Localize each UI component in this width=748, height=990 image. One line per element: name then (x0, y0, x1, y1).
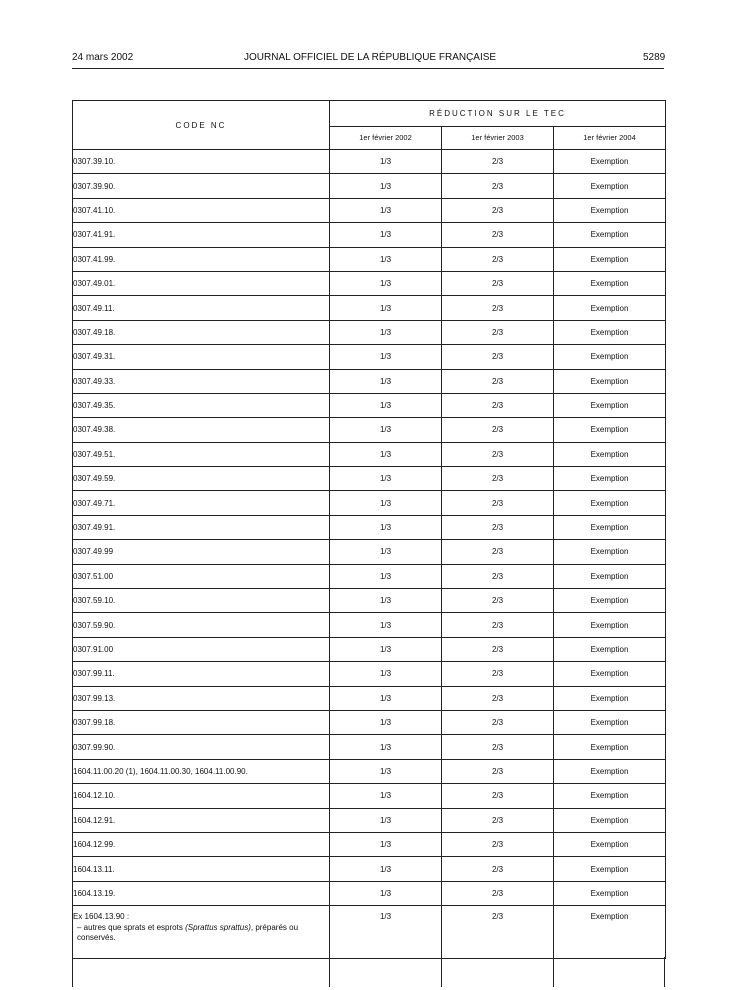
reduction-2004: Exemption (554, 418, 666, 442)
table-row (73, 491, 666, 515)
reduction-2002: 1/3 (330, 564, 442, 588)
reduction-2004: Exemption (554, 662, 666, 686)
reduction-2002: 1/3 (330, 198, 442, 222)
reduction-2004: Exemption (554, 369, 666, 393)
reduction-2002: 1/3 (330, 808, 442, 832)
code-cell: 1604.11.00.20 (1), 1604.11.00.30, 1604.11.00.90. (73, 759, 330, 783)
reduction-2003: 2/3 (442, 271, 554, 295)
table-row (73, 198, 666, 222)
code-cell: 1604.13.19. (73, 881, 330, 905)
table-row (73, 271, 666, 295)
page-number: 5289 (643, 52, 666, 63)
header-rule (72, 68, 664, 69)
code-cell: 0307.49.38. (73, 418, 330, 442)
reduction-2002: 1/3 (330, 271, 442, 295)
reduction-2002: 1/3 (330, 393, 442, 417)
table-row (73, 418, 666, 442)
table-row (73, 808, 666, 832)
reduction-2002: 1/3 (330, 540, 442, 564)
reduction-2003: 2/3 (442, 662, 554, 686)
table-row (73, 296, 666, 320)
table-row (73, 393, 666, 417)
code-cell: 0307.99.18. (73, 710, 330, 734)
reduction-2002: 1/3 (330, 369, 442, 393)
table-row (73, 881, 666, 905)
reduction-2003: 2/3 (442, 393, 554, 417)
reduction-2003: 2/3 (442, 467, 554, 491)
reduction-2004: Exemption (554, 467, 666, 491)
header-date: 24 mars 2002 (72, 52, 134, 63)
table-row (73, 174, 666, 198)
reduction-2003: 2/3 (442, 759, 554, 783)
reduction-2002: 1/3 (330, 881, 442, 905)
reduction-2003: 2/3 (442, 198, 554, 222)
code-cell: 1604.13.11. (73, 857, 330, 881)
code-cell: 1604.12.91. (73, 808, 330, 832)
reduction-2003: 2/3 (442, 345, 554, 369)
col-header-reduction: RÉDUCTION SUR LE TEC (330, 101, 666, 127)
table-row (73, 662, 666, 686)
code-cell: 0307.99.13. (73, 686, 330, 710)
reduction-2003: 2/3 (442, 540, 554, 564)
reduction-2003: 2/3 (442, 784, 554, 808)
continuation-line (329, 957, 330, 987)
code-cell: 0307.41.91. (73, 223, 330, 247)
table-row (73, 613, 666, 637)
reduction-2003: 2/3 (442, 710, 554, 734)
reduction-2003: 2/3 (442, 296, 554, 320)
table-row (73, 223, 666, 247)
reduction-2002: 1/3 (330, 637, 442, 661)
continuation-line (72, 957, 73, 987)
code-cell: 0307.49.01. (73, 271, 330, 295)
reduction-2002: 1/3 (330, 418, 442, 442)
reduction-2002: 1/3 (330, 613, 442, 637)
reduction-2004: Exemption (554, 393, 666, 417)
table-row (73, 247, 666, 271)
code-cell: 0307.49.31. (73, 345, 330, 369)
reduction-2003: 2/3 (442, 174, 554, 198)
reduction-2004: Exemption (554, 491, 666, 515)
reduction-2003: 2/3 (442, 223, 554, 247)
table-row (73, 784, 666, 808)
reduction-2002: 1/3 (330, 906, 442, 959)
reduction-2002: 1/3 (330, 345, 442, 369)
reduction-2002: 1/3 (330, 174, 442, 198)
code-cell: 0307.39.10. (73, 150, 330, 174)
reduction-2004: Exemption (554, 808, 666, 832)
reduction-2003: 2/3 (442, 320, 554, 344)
reduction-2004: Exemption (554, 857, 666, 881)
reduction-2002: 1/3 (330, 320, 442, 344)
code-cell: 0307.49.91. (73, 515, 330, 539)
code-cell: 0307.49.33. (73, 369, 330, 393)
reduction-2002: 1/3 (330, 223, 442, 247)
code-cell: 0307.91.00 (73, 637, 330, 661)
reduction-2003: 2/3 (442, 906, 554, 959)
reduction-2004: Exemption (554, 637, 666, 661)
code-cell: 0307.99.90. (73, 735, 330, 759)
reduction-2003: 2/3 (442, 857, 554, 881)
reduction-2003: 2/3 (442, 564, 554, 588)
table-row (73, 710, 666, 734)
reduction-2003: 2/3 (442, 491, 554, 515)
reduction-2004: Exemption (554, 247, 666, 271)
code-cell: 0307.49.51. (73, 442, 330, 466)
col-header-date-2: 1er février 2003 (442, 126, 554, 149)
reduction-2003: 2/3 (442, 832, 554, 856)
table-row (73, 857, 666, 881)
reduction-2002: 1/3 (330, 759, 442, 783)
table-row (73, 467, 666, 491)
code-ex: Ex 1604.13.90 : (73, 912, 130, 922)
code-cell: 1604.12.10. (73, 784, 330, 808)
reduction-2004: Exemption (554, 710, 666, 734)
code-cell: 0307.49.18. (73, 320, 330, 344)
reduction-2002: 1/3 (330, 442, 442, 466)
reduction-2003: 2/3 (442, 735, 554, 759)
code-cell: 0307.99.11. (73, 662, 330, 686)
table-continuation (72, 957, 665, 987)
reduction-2004: Exemption (554, 613, 666, 637)
reduction-2004: Exemption (554, 320, 666, 344)
reduction-2002: 1/3 (330, 491, 442, 515)
reduction-2003: 2/3 (442, 150, 554, 174)
reduction-2004: Exemption (554, 345, 666, 369)
reduction-2004: Exemption (554, 564, 666, 588)
code-description (73, 923, 329, 943)
desc-italic: (Sprattus sprattus) (185, 923, 251, 933)
code-cell: 0307.51.00 (73, 564, 330, 588)
col-header-date-1: 1er février 2002 (330, 126, 442, 149)
journal-title: JOURNAL OFFICIEL DE LA RÉPUBLIQUE FRANÇAISE (244, 52, 497, 63)
page-header (0, 52, 748, 66)
reduction-2003: 2/3 (442, 613, 554, 637)
table-row (73, 832, 666, 856)
col-header-code: CODE NC (73, 101, 330, 150)
code-cell: 0307.49.99 (73, 540, 330, 564)
table-row (73, 564, 666, 588)
code-cell: 0307.49.11. (73, 296, 330, 320)
code-cell: 0307.49.35. (73, 393, 330, 417)
reduction-2004: Exemption (554, 759, 666, 783)
desc-suffix: , préparés ou conservés. (77, 923, 299, 943)
table-row (73, 735, 666, 759)
reduction-2004: Exemption (554, 296, 666, 320)
reduction-2004: Exemption (554, 906, 666, 959)
code-cell: 0307.39.90. (73, 174, 330, 198)
reduction-2003: 2/3 (442, 589, 554, 613)
reduction-2002: 1/3 (330, 686, 442, 710)
reduction-2003: 2/3 (442, 369, 554, 393)
reduction-2002: 1/3 (330, 710, 442, 734)
reduction-2002: 1/3 (330, 247, 442, 271)
reduction-2002: 1/3 (330, 296, 442, 320)
reduction-2004: Exemption (554, 223, 666, 247)
reduction-2004: Exemption (554, 686, 666, 710)
reduction-2002: 1/3 (330, 150, 442, 174)
col-header-date-3: 1er février 2004 (554, 126, 666, 149)
table-row (73, 345, 666, 369)
reduction-2004: Exemption (554, 784, 666, 808)
code-cell (73, 906, 330, 959)
table-row (73, 515, 666, 539)
reduction-2002: 1/3 (330, 784, 442, 808)
table-row (73, 759, 666, 783)
reduction-2002: 1/3 (330, 735, 442, 759)
reduction-2003: 2/3 (442, 418, 554, 442)
reduction-2003: 2/3 (442, 637, 554, 661)
reduction-2004: Exemption (554, 442, 666, 466)
continuation-line (441, 957, 442, 987)
desc-prefix: – autres que sprats et esprots (77, 923, 186, 933)
reduction-2004: Exemption (554, 515, 666, 539)
reduction-2002: 1/3 (330, 515, 442, 539)
code-cell: 0307.49.59. (73, 467, 330, 491)
reduction-2004: Exemption (554, 198, 666, 222)
reduction-2003: 2/3 (442, 686, 554, 710)
reduction-2003: 2/3 (442, 881, 554, 905)
reduction-2004: Exemption (554, 540, 666, 564)
reduction-2004: Exemption (554, 589, 666, 613)
table-row (73, 637, 666, 661)
table-body (73, 150, 666, 959)
reduction-2003: 2/3 (442, 808, 554, 832)
table-row (73, 442, 666, 466)
reduction-2003: 2/3 (442, 515, 554, 539)
reduction-2004: Exemption (554, 832, 666, 856)
code-cell: 0307.41.10. (73, 198, 330, 222)
continuation-line (553, 957, 554, 987)
reduction-2003: 2/3 (442, 442, 554, 466)
table-row (73, 369, 666, 393)
reduction-2004: Exemption (554, 735, 666, 759)
reduction-2004: Exemption (554, 174, 666, 198)
tariff-table (72, 100, 666, 959)
reduction-2002: 1/3 (330, 589, 442, 613)
table-row-last (73, 906, 666, 959)
reduction-2002: 1/3 (330, 857, 442, 881)
code-cell: 0307.41.99. (73, 247, 330, 271)
code-cell: 0307.59.90. (73, 613, 330, 637)
reduction-2002: 1/3 (330, 467, 442, 491)
reduction-2004: Exemption (554, 881, 666, 905)
table-row (73, 150, 666, 174)
reduction-2002: 1/3 (330, 832, 442, 856)
table-row (73, 686, 666, 710)
table-row (73, 589, 666, 613)
code-cell: 1604.12.99. (73, 832, 330, 856)
reduction-2003: 2/3 (442, 247, 554, 271)
continuation-line (664, 957, 665, 987)
table-row (73, 540, 666, 564)
table-row (73, 320, 666, 344)
reduction-2004: Exemption (554, 150, 666, 174)
code-cell: 0307.59.10. (73, 589, 330, 613)
reduction-2004: Exemption (554, 271, 666, 295)
reduction-2002: 1/3 (330, 662, 442, 686)
code-cell: 0307.49.71. (73, 491, 330, 515)
